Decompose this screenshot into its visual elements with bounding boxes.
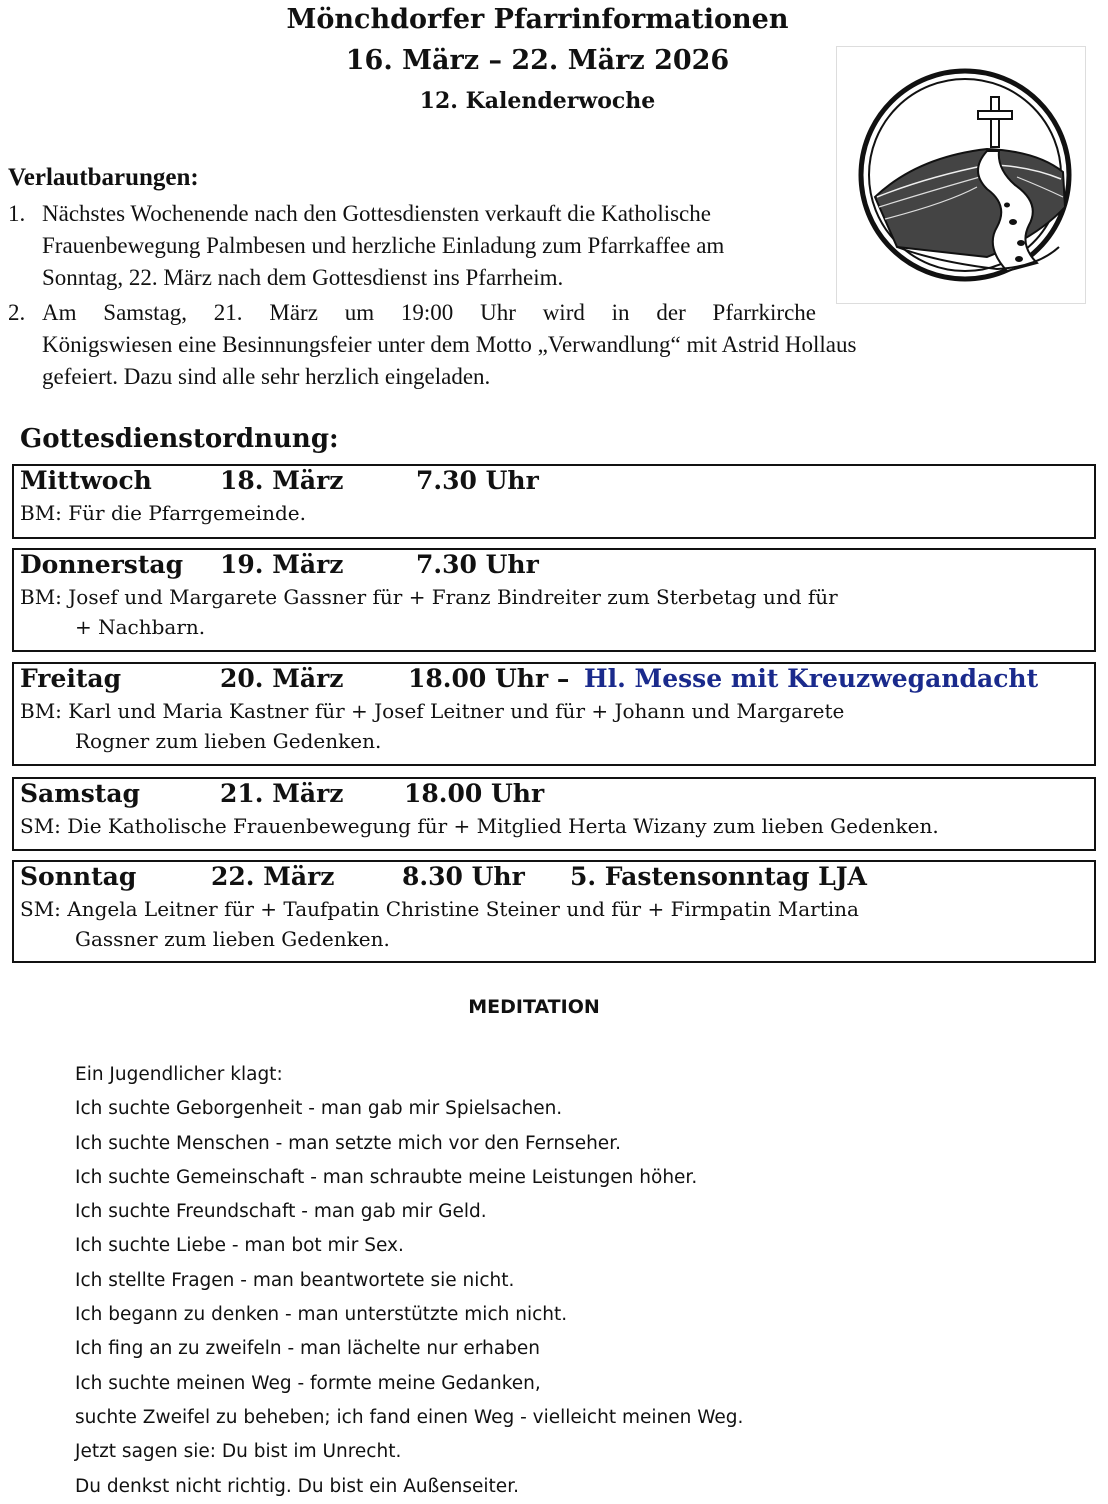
meditation-line: Ich suchte Geborgenheit - man gab mir Spielsachen.	[75, 1098, 563, 1120]
service-time: 8.30 Uhr	[402, 862, 525, 891]
service-day: Mittwoch	[20, 466, 152, 495]
service-description: BM: Josef und Margarete Gassner für + Franz Bindreiter zum Sterbetag und für	[20, 585, 838, 609]
service-time: 18.00 Uhr	[404, 779, 545, 808]
announcement-line: Sonntag, 22. März nach dem Gottesdienst ins Pfarrheim.	[42, 265, 564, 290]
service-box	[12, 860, 1096, 963]
announcement-item	[8, 198, 832, 294]
service-box	[12, 464, 1096, 539]
meditation-line: Ich stellte Fragen - man beantwortete sie nicht.	[75, 1269, 515, 1291]
service-date: 20. März	[220, 664, 344, 693]
services-heading: Gottesdienstordnung:	[20, 424, 339, 454]
service-box	[12, 662, 1096, 766]
cross-on-hill-path-icon	[837, 47, 1085, 303]
meditation-heading: MEDITATION	[468, 996, 600, 1018]
announcement-item	[8, 297, 1002, 393]
service-description-cont: Rogner zum lieben Gedenken.	[75, 729, 382, 753]
page-title: Mönchdorfer Pfarrinformationen	[286, 4, 789, 35]
meditation-line: Ich suchte Gemeinschaft - man schraubte meine Leistungen höher.	[75, 1166, 698, 1188]
announcements-heading: Verlautbarungen:	[8, 164, 199, 191]
meditation-line: Jetzt sagen sie: Du bist im Unrecht.	[75, 1441, 402, 1463]
item-number: 2.	[8, 300, 26, 325]
date-range: 16. März – 22. März 2026	[345, 45, 730, 76]
service-occasion: 5. Fastensonntag LJA	[570, 862, 867, 891]
announcement-line: Nächstes Wochenende nach den Gottesdiensten verkauft die Katholische	[42, 201, 711, 226]
announcement-line: Königswiesen eine Besinnungsfeier unter dem Motto „Verwandlung“ mit Astrid Hollaus	[42, 332, 857, 357]
service-time: 7.30 Uhr	[416, 550, 539, 579]
announcement-line: Frauenbewegung Palmbesen und herzliche Einladung zum Pfarrkaffee am	[42, 233, 725, 258]
service-highlight: Hl. Messe mit Kreuzwegandacht	[584, 664, 1039, 693]
meditation-line: Ein Jugendlicher klagt:	[75, 1064, 283, 1085]
item-number: 1.	[8, 201, 26, 226]
service-day: Freitag	[20, 664, 122, 693]
service-day: Sonntag	[20, 862, 137, 891]
service-box	[12, 777, 1096, 851]
service-date: 18. März	[220, 466, 344, 495]
meditation-line: Ich fing an zu zweifeln - man lächelte nur erhaben	[75, 1338, 540, 1360]
service-date: 19. März	[220, 550, 344, 579]
service-time: 18.00 Uhr –	[408, 664, 570, 693]
service-box	[12, 548, 1096, 652]
service-day: Samstag	[20, 779, 141, 808]
service-description: SM: Angela Leitner für + Taufpatin Christine Steiner und für + Firmpatin Martina	[20, 897, 859, 921]
meditation-line: Ich suchte meinen Weg - formte meine Gedanken,	[75, 1372, 541, 1394]
service-date: 22. März	[211, 862, 335, 891]
announcement-line: Am Samstag, 21. März um 19:00 Uhr wird in der Pfarrkirche	[42, 300, 816, 325]
meditation-line: Ich begann zu denken - man unterstützte mich nicht.	[75, 1304, 568, 1326]
meditation-text	[75, 1058, 743, 1504]
parish-logo	[836, 46, 1086, 304]
meditation-line: Du denkst nicht richtig. Du bist ein Außenseiter.	[75, 1475, 519, 1497]
meditation-line: Ich suchte Liebe - man bot mir Sex.	[75, 1235, 404, 1257]
service-day: Donnerstag	[20, 550, 184, 579]
service-description: BM: Für die Pfarrgemeinde.	[20, 501, 306, 525]
service-description: SM: Die Katholische Frauenbewegung für + Mitglied Herta Wizany zum lieben Gedenken.	[20, 814, 939, 838]
service-description-cont: Gassner zum lieben Gedenken.	[75, 927, 390, 951]
service-date: 21. März	[220, 779, 344, 808]
announcement-line: gefeiert. Dazu sind alle sehr herzlich eingeladen.	[42, 364, 491, 389]
calendar-week: 12. Kalenderwoche	[419, 88, 656, 114]
meditation-line: suchte Zweifel zu beheben; ich fand einen Weg - vielleicht meinen Weg.	[75, 1406, 744, 1428]
service-time: 7.30 Uhr	[416, 466, 539, 495]
service-description: BM: Karl und Maria Kastner für + Josef Leitner und für + Johann und Margarete	[20, 699, 845, 723]
service-description-cont: + Nachbarn.	[75, 615, 206, 639]
meditation-line: Ich suchte Menschen - man setzte mich vor den Fernseher.	[75, 1132, 621, 1154]
meditation-line: Ich suchte Freundschaft - man gab mir Geld.	[75, 1201, 487, 1223]
